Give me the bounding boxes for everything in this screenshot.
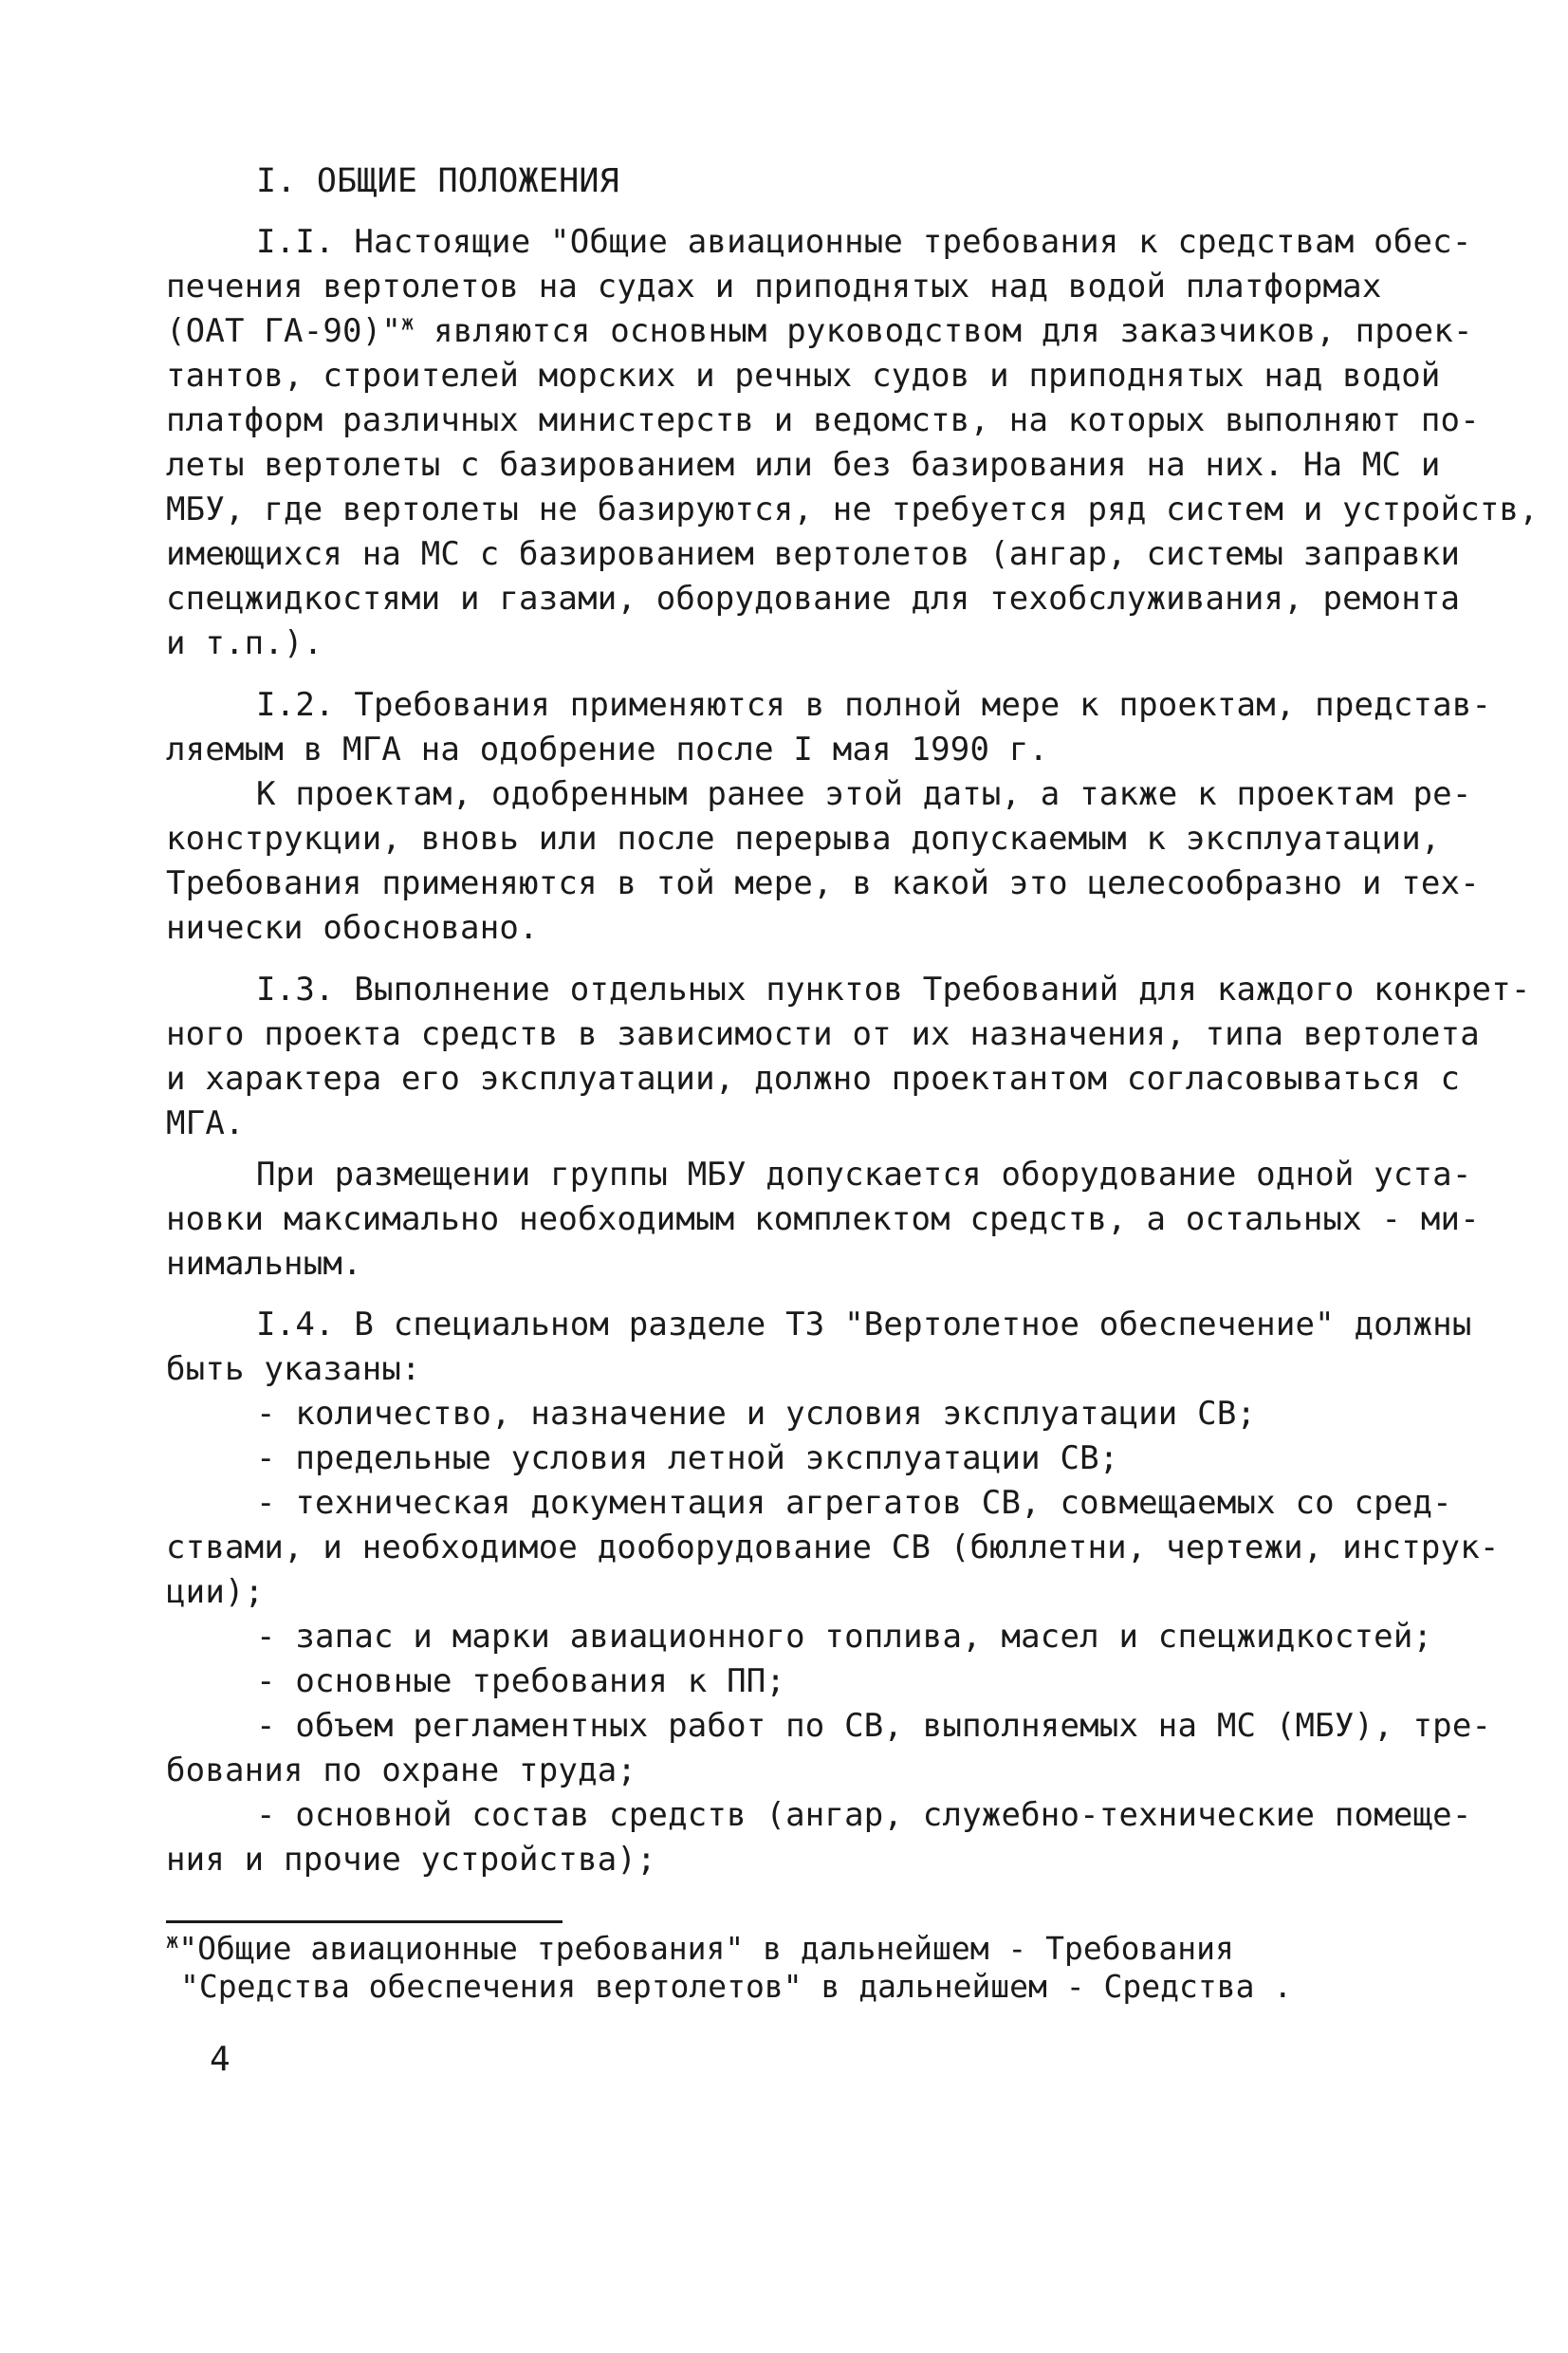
footnote-marker: ж xyxy=(166,1930,179,1954)
body-line: При размещении группы МБУ допускается оборудование одной уста- xyxy=(256,1156,1472,1194)
body-line: имеющихся на МС с базированием вертолетов (ангар, системы заправки xyxy=(166,535,1461,573)
list-item: - основные требования к ПП; xyxy=(256,1662,786,1700)
body-line: бования по охране труда; xyxy=(166,1751,637,1789)
body-line: леты вертолеты с базированием или без базирования на них. На МС и xyxy=(166,446,1441,484)
body-line: ствами, и необходимое дооборудование СВ (бюллетни, чертежи, инструк- xyxy=(166,1529,1500,1566)
body-line-with-footnote xyxy=(166,309,1473,353)
body-line: Требования применяются в той мере, в какой это целесообразно и тех- xyxy=(166,864,1480,902)
body-line: МГА. xyxy=(166,1104,245,1142)
body-line: быть указаны: xyxy=(166,1350,421,1388)
footnote-text: "Общие авиационные требования" в дальнейшем - Требования xyxy=(178,1930,1234,1967)
body-line: I.3. Выполнение отдельных пунктов Требований для каждого конкрет- xyxy=(256,971,1531,1009)
body-line: ния и прочие устройства); xyxy=(166,1841,656,1879)
body-line-tail: являются основным руководством для заказчиков, проек- xyxy=(414,312,1473,350)
body-line: ции); xyxy=(166,1573,265,1611)
body-line: платформ различных министерств и ведомств, на которых выполняют по- xyxy=(166,401,1480,439)
footnote-divider xyxy=(166,1920,563,1923)
list-item: - запас и марки авиационного топлива, масел и спецжидкостей; xyxy=(256,1618,1433,1656)
footnote-line xyxy=(166,1930,1234,1968)
list-item: - основной состав средств (ангар, служебно-технические помеще- xyxy=(256,1796,1472,1834)
body-line: ляемым в МГА на одобрение после I мая 1990 г. xyxy=(166,731,1049,769)
body-line: тантов, строителей морских и речных судов и приподнятых над водой xyxy=(166,357,1441,395)
footnote-line: "Средства обеспечения вертолетов" в дальнейшем - Средства . xyxy=(180,1968,1293,2005)
body-line: К проектам, одобренным ранее этой даты, а также к проектам ре- xyxy=(256,775,1472,813)
list-item: - техническая документация агрегатов СВ, совмещаемых со сред- xyxy=(256,1484,1452,1522)
list-item: - объем регламентных работ по СВ, выполняемых на МС (МБУ), тре- xyxy=(256,1707,1492,1745)
body-line: и т.п.). xyxy=(166,624,323,662)
page-number: 4 xyxy=(210,2040,231,2079)
body-line: нимальным. xyxy=(166,1245,362,1283)
list-item: - количество, назначение и условия эксплуатации СВ; xyxy=(256,1395,1257,1433)
body-line: печения вертолетов на судах и приподнятых над водой платформах xyxy=(166,268,1382,306)
list-item: - предельные условия летной эксплуатации СВ; xyxy=(256,1439,1119,1477)
body-line: I.2. Требования применяются в полной мере к проектам, представ- xyxy=(256,686,1492,724)
body-line: ного проекта средств в зависимости от их назначения, типа вертолета xyxy=(166,1015,1480,1053)
section-heading: I. ОБЩИЕ ПОЛОЖЕНИЯ xyxy=(256,162,619,200)
body-line: нически обосновано. xyxy=(166,909,539,947)
body-line: конструкции, вновь или после перерыва допускаемым к эксплуатации, xyxy=(166,820,1441,858)
body-line: I.4. В специальном разделе ТЗ "Вертолетное обеспечение" должны xyxy=(256,1306,1472,1343)
body-line: МБУ, где вертолеты не базируются, не требуется ряд систем и устройств, xyxy=(166,491,1539,528)
body-line: I.I. Настоящие "Общие авиационные требования к средствам обес- xyxy=(256,223,1472,261)
body-line-start: (ОАТ ГА-90)" xyxy=(166,312,402,350)
body-line: новки максимально необходимым комплектом средств, а остальных - ми- xyxy=(166,1200,1480,1238)
body-line: спецжидкостями и газами, оборудование для техобслуживания, ремонта xyxy=(166,580,1461,618)
footnote-marker: ж xyxy=(401,311,415,336)
body-line: и характера его эксплуатации, должно проектантом согласовываться с xyxy=(166,1060,1461,1098)
